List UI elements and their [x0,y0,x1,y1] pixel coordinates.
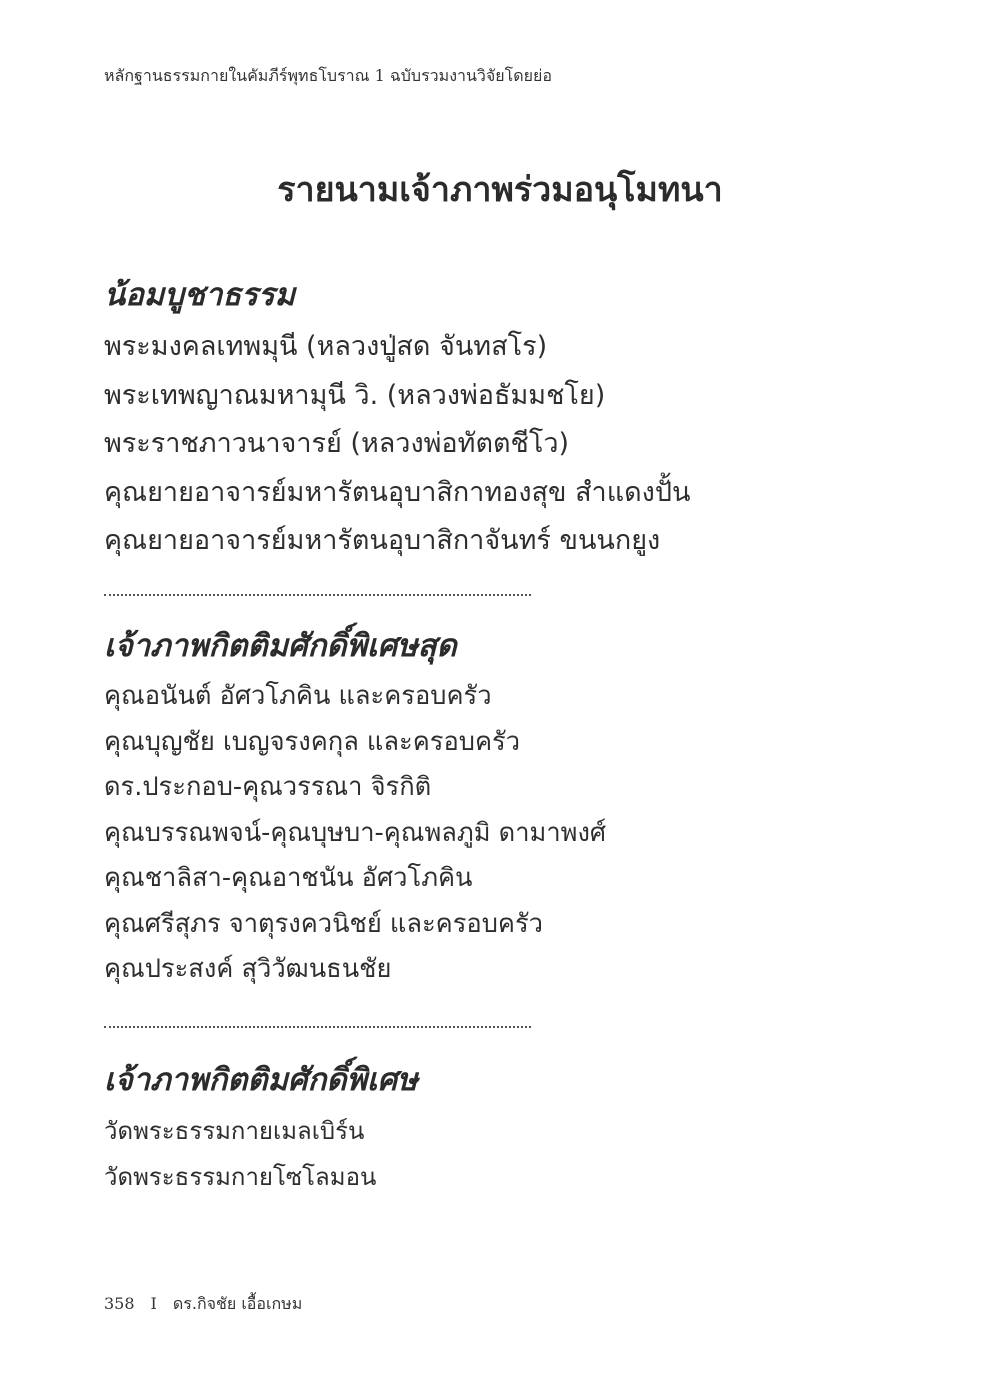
name-list [104,1108,924,1200]
section-heading: น้อมบูชาธรรม [104,277,296,313]
running-header: หลักฐานธรรมกายในคัมภีร์พุทธโบราณ 1 ฉบับรวมงานวิจัยโดยย่อ [104,66,553,85]
list-item: คุณบรรณพจน์-คุณบุษบา-คุณพลภูมิ ดามาพงศ์ [104,817,607,848]
footer-separator: I [150,1294,157,1313]
list-item: คุณยายอาจารย์มหารัตนอุบาสิกาจันทร์ ขนนกยูง [104,525,661,556]
section-heading: เจ้าภาพกิตติมศักดิ์พิเศษ [104,1062,418,1098]
dotted-divider [104,1026,531,1028]
list-item: วัดพระธรรมกายเมลเบิร์น [104,1117,365,1145]
name-list [104,674,924,993]
section-homage [104,267,924,566]
section-heading: เจ้าภาพกิตติมศักดิ์พิเศษสุด [104,628,457,664]
list-item: คุณยายอาจารย์มหารัตนอุบาสิกาทองสุข สำแดงปั้น [104,476,691,508]
list-item: คุณศรีสุภร จาตุรงควนิชย์ และครอบครัว [104,908,543,939]
list-item: ดร.ประกอบ-คุณวรรณา จิรกิติ [104,772,432,802]
list-item: พระมงคลเทพมุนี (หลวงปู่สด จันทสโร) [104,331,548,362]
list-item: คุณชาลิสา-คุณอาชนัน อัศวโภคิน [104,863,473,893]
name-list [104,323,924,566]
section-special-honorary [104,618,924,993]
list-item: คุณอนันต์ อัศวโภคิน และครอบครัว [104,681,492,711]
list-item: วัดพระธรรมกายโซโลมอน [104,1163,377,1191]
page-footer [104,1292,302,1317]
list-item: พระราชภาวนาจารย์ (หลวงพ่อทัตตชีโว) [104,428,570,459]
list-item: คุณบุญชัย เบญจรงคกุล และครอบครัว [104,726,521,757]
page-number: 358 [104,1294,135,1313]
page-title: รายนามเจ้าภาพร่วมอนุโมทนา [277,170,723,210]
author-name: ดร.กิจชัย เอื้อเกษม [172,1294,303,1313]
dotted-divider [104,594,531,596]
list-item: คุณประสงค์ สุวิวัฒนธนชัย [104,954,392,984]
list-item: พระเทพญาณมหามุนี วิ. (หลวงพ่อธัมมชโย) [104,379,606,411]
section-honorary [104,1052,924,1200]
